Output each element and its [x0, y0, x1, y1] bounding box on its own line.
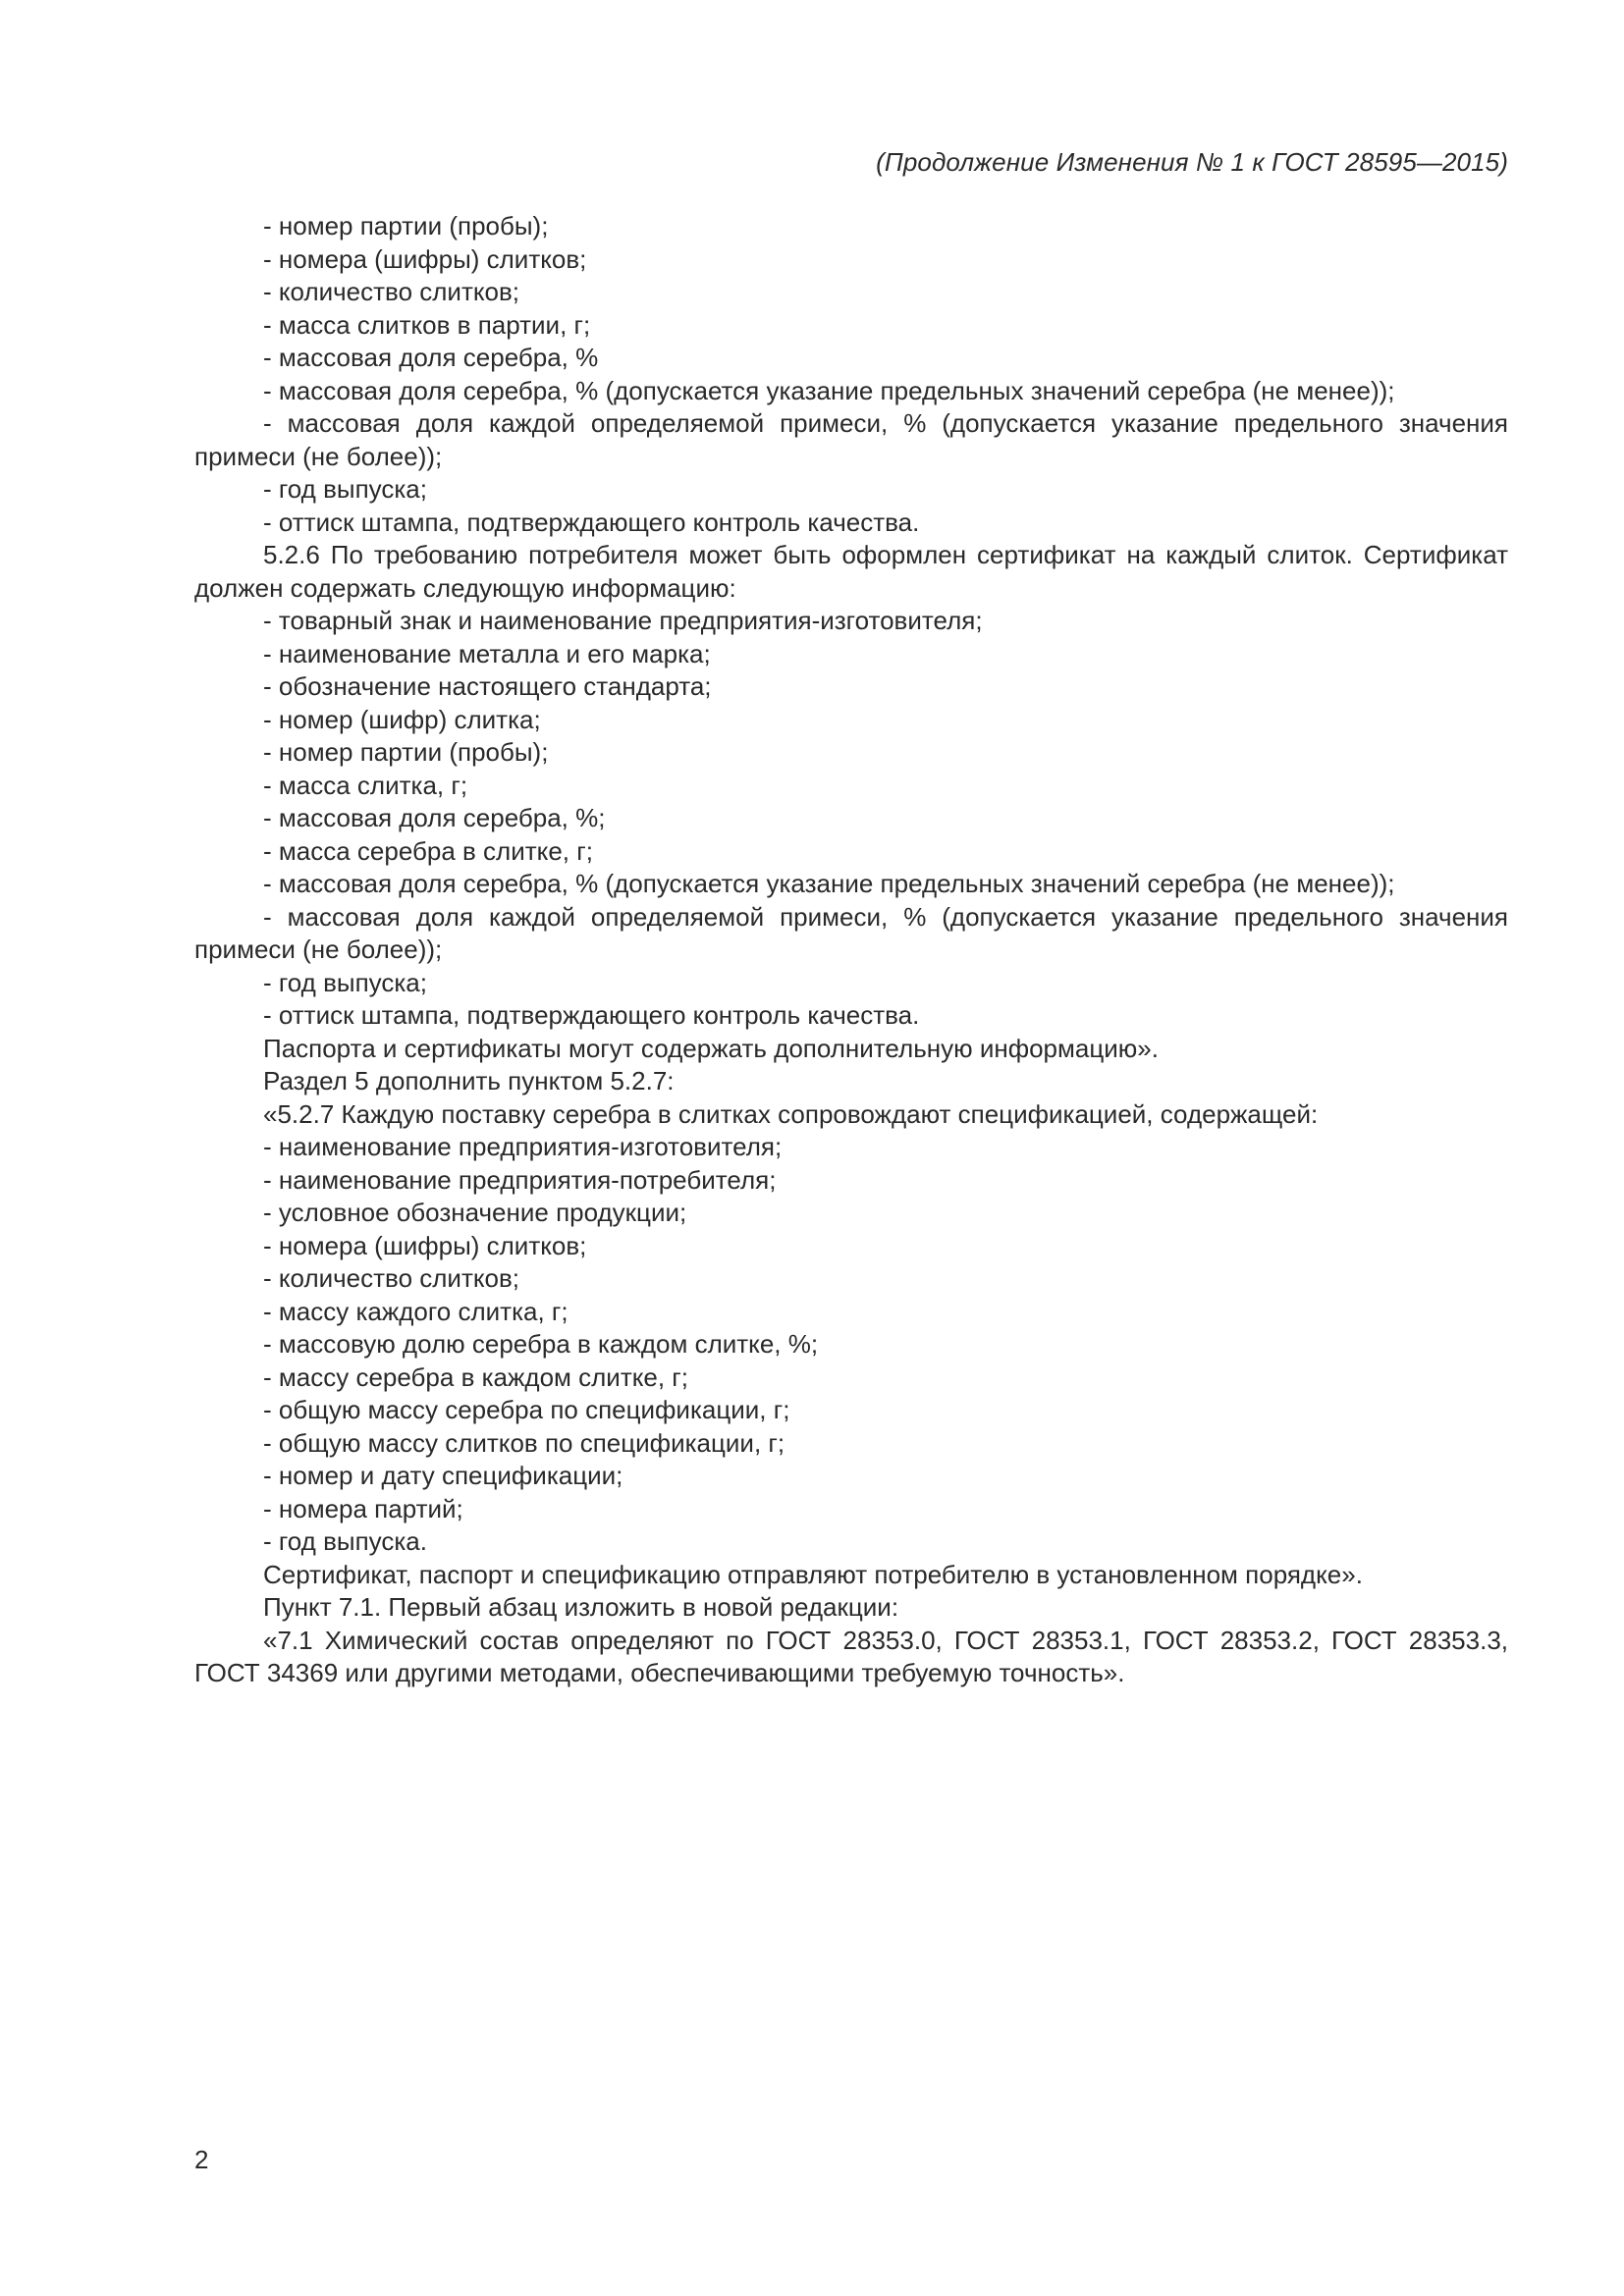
- clause-5-2-6: 5.2.6 По требованию потребителя может быть оформлен сертификат на каждый слиток. Сертификат должен содержать следующую информацию:: [194, 540, 1508, 603]
- list-item: - номер партии (пробы);: [263, 737, 549, 767]
- list-item: - наименование предприятия-потребителя;: [263, 1164, 777, 1195]
- list-item: - товарный знак и наименование предприятия-изготовителя;: [263, 606, 983, 635]
- list-item: - общую массу серебра по спецификации, г;: [263, 1395, 790, 1424]
- clause-5-2-7: «5.2.7 Каждую поставку серебра в слитках сопровождают спецификацией, содержащей:: [263, 1098, 1319, 1129]
- list-item: - массовая доля серебра, %;: [263, 803, 606, 832]
- list-item: - наименование металла и его марка;: [263, 638, 711, 668]
- list-item: - масса серебра в слитке, г;: [263, 835, 593, 866]
- list-item: - номер и дату спецификации;: [263, 1461, 623, 1490]
- list-item: - номер партии (пробы);: [263, 211, 549, 240]
- list-item: - массовая доля каждой определяемой примеси, % (допускается указание предельного значения примеси (не более));: [194, 901, 1508, 964]
- document-body: [194, 210, 1508, 1690]
- list-item: - наименование предприятия-изготовителя;: [263, 1132, 783, 1161]
- list-item: - оттиск штампа, подтверждающего контроль качества.: [263, 507, 920, 537]
- list-item: - год выпуска;: [263, 967, 427, 997]
- paragraph: Раздел 5 дополнить пунктом 5.2.7:: [263, 1066, 675, 1095]
- list-item: - масса слитка, г;: [263, 770, 468, 800]
- list-item: - масса слитков в партии, г;: [263, 309, 591, 340]
- list-item: - номера (шифры) слитков;: [263, 1230, 587, 1260]
- list-item: - количество слитков;: [263, 1263, 520, 1293]
- list-item: - общую массу слитков по спецификации, г;: [263, 1427, 785, 1458]
- list-item: - массу серебра в каждом слитке, г;: [263, 1362, 689, 1392]
- list-item: - количество слитков;: [263, 277, 520, 306]
- list-item: - обозначение настоящего стандарта;: [263, 671, 712, 701]
- paragraph: Паспорта и сертификаты могут содержать дополнительную информацию».: [263, 1033, 1159, 1063]
- list-item: - номера партий;: [263, 1493, 463, 1523]
- continuation-header: (Продолжение Изменения № 1 к ГОСТ 28595—2015): [876, 147, 1508, 177]
- list-item: - номер (шифр) слитка;: [263, 704, 541, 734]
- list-item: - номера (шифры) слитков;: [263, 243, 587, 274]
- list-item: - массовая доля серебра, %: [263, 343, 599, 372]
- paragraph: Сертификат, паспорт и спецификацию отправляют потребителю в установленном порядке».: [263, 1559, 1363, 1589]
- list-item: - год выпуска;: [263, 474, 427, 504]
- list-item: - оттиск штампа, подтверждающего контроль качества.: [263, 1000, 920, 1030]
- clause-7-1: «7.1 Химический состав определяют по ГОСТ 28353.0, ГОСТ 28353.1, ГОСТ 28353.2, ГОСТ 28353.3, ГОСТ 34369 или другими методами, обеспечивающими требуемую точность».: [194, 1625, 1508, 1687]
- list-item: - массовая доля серебра, % (допускается указание предельных значений серебра (не менее));: [263, 869, 1395, 898]
- list-item: - год выпуска.: [263, 1526, 427, 1556]
- list-item: - условное обозначение продукции;: [263, 1198, 687, 1227]
- page-number: 2: [194, 2145, 209, 2174]
- list-item: - массовую долю серебра в каждом слитке, %;: [263, 1329, 819, 1359]
- list-item: - массовая доля серебра, % (допускается указание предельных значений серебра (не менее));: [263, 375, 1395, 405]
- paragraph: Пункт 7.1. Первый абзац изложить в новой редакции:: [263, 1592, 899, 1622]
- list-item: - массу каждого слитка, г;: [263, 1296, 568, 1326]
- list-item: - массовая доля каждой определяемой примеси, % (допускается указание предельного значения примеси (не более));: [194, 408, 1508, 471]
